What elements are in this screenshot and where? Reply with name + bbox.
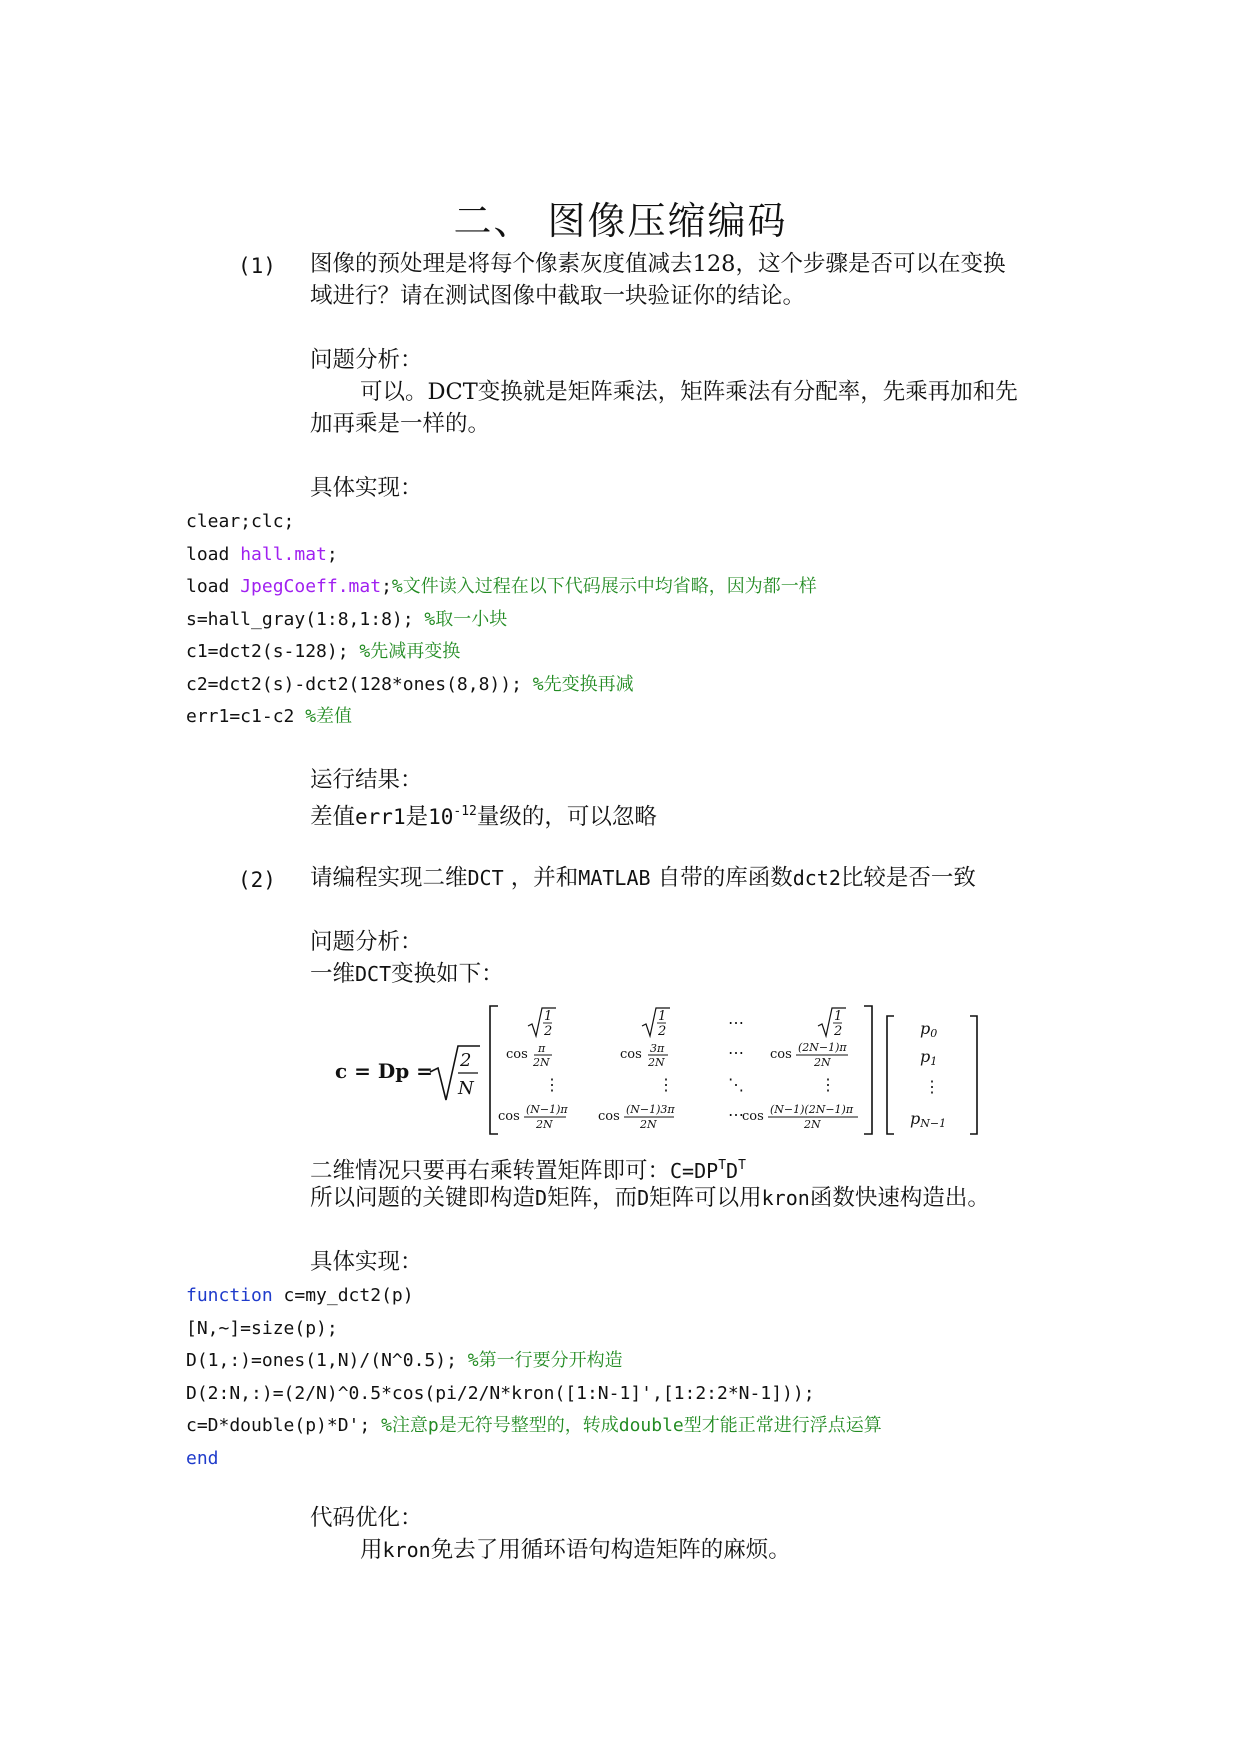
opt-c: 免去了用循环语句构造矩阵的麻烦。	[430, 1537, 791, 1563]
svg-text:⋮: ⋮	[820, 1075, 836, 1094]
svg-text:2N: 2N	[648, 1056, 665, 1069]
result-base: 10	[428, 805, 454, 829]
code-text: s=hall_gray(1:8,1:8);	[186, 608, 425, 630]
p-sub-0: 0	[930, 1027, 938, 1040]
p-vector-3: p	[910, 1109, 921, 1128]
result-mid: 是	[405, 804, 429, 830]
svg-text:cos: cos	[498, 1109, 520, 1124]
code-comment: %差值	[305, 706, 353, 727]
key-d1: D	[535, 1186, 548, 1210]
question-1-number: (1)	[238, 254, 276, 278]
svg-text:cos: cos	[742, 1109, 764, 1124]
dct1d-dct: DCT	[355, 962, 392, 986]
p-vector-2: ⋮	[924, 1077, 940, 1096]
svg-text:pN−1	[910, 1109, 946, 1130]
dct-formula	[330, 1000, 1030, 1140]
q2-dct1d-line	[310, 958, 504, 990]
opt-kron: kron	[382, 1538, 431, 1562]
key-d2: D	[637, 1186, 650, 1210]
q2-text-dct: DCT	[467, 866, 504, 890]
svg-text:⋮: ⋮	[658, 1075, 674, 1094]
q1-code-line	[186, 669, 817, 702]
svg-text:1: 1	[658, 1009, 667, 1024]
svg-text:2N: 2N	[533, 1056, 550, 1069]
key-c: 矩阵，而	[547, 1185, 638, 1211]
q2-code-block	[186, 1280, 882, 1475]
q2-text-c: ，并和	[503, 865, 579, 891]
code-text: c2=dct2(s)-dct2(128*ones(8,8));	[186, 673, 533, 695]
q1-analysis-heading: 问题分析：	[310, 347, 423, 373]
key-kron: kron	[761, 1186, 810, 1210]
q2-text-e: 自带的库函数	[650, 865, 793, 891]
key-a: 所以问题的关键即构造	[310, 1185, 536, 1211]
sqrt-denominator: N	[458, 1078, 474, 1099]
svg-text:2N: 2N	[814, 1056, 831, 1069]
svg-text:2N: 2N	[804, 1118, 821, 1131]
code-comment: %先减再变换	[359, 641, 461, 662]
code-text: D(2:N,:)=(2/N)^0.5*cos(pi/2/N*kron([1:N-1]',[1:2:2*N-1]));	[186, 1382, 815, 1404]
twod-a: 二维情况只要再右乘转置矩阵即可：	[310, 1158, 671, 1184]
svg-text:p1	[920, 1047, 937, 1068]
q2-impl-heading: 具体实现：	[310, 1249, 423, 1275]
dct1d-c: 变换如下：	[391, 961, 504, 987]
svg-text:2N: 2N	[640, 1118, 657, 1131]
q2-text-matlab: MATLAB	[578, 866, 651, 890]
q2-code-line	[186, 1410, 882, 1443]
code-string: JpegCoeff.mat	[240, 576, 382, 597]
opt-a: 用	[360, 1537, 383, 1563]
svg-text:⋱: ⋱	[728, 1075, 744, 1094]
q2-code-line	[186, 1378, 882, 1411]
q2-text-a: 请编程实现二维	[310, 865, 468, 891]
svg-text:cos: cos	[770, 1047, 792, 1062]
svg-text:cos: cos	[506, 1047, 528, 1062]
svg-text:(N−1)π: (N−1)π	[526, 1103, 568, 1116]
p-sub-3: N−1	[920, 1117, 947, 1130]
code-text: c=D*double(p)*D';	[186, 1415, 382, 1436]
svg-text:(N−1)3π: (N−1)3π	[626, 1103, 675, 1116]
result-post: 量级的，可以忽略	[476, 804, 657, 830]
q1-code-line	[186, 506, 817, 539]
q2-opt-heading: 代码优化：	[310, 1505, 423, 1531]
key-g: 函数快速构造出。	[809, 1185, 990, 1211]
code-text: load	[186, 576, 241, 597]
svg-text:2: 2	[658, 1024, 667, 1039]
code-comment: %先变换再减	[532, 673, 634, 695]
code-keyword: function	[186, 1285, 273, 1306]
svg-text:π: π	[538, 1042, 546, 1055]
q1-code-line	[186, 604, 817, 637]
sqrt-numerator: 2	[460, 1050, 472, 1071]
q1-result-line	[310, 796, 657, 833]
svg-text:1: 1	[834, 1009, 843, 1024]
q1-code-line	[186, 571, 817, 604]
q1-analysis-line2: 加再乘是一样的。	[310, 411, 491, 437]
svg-text:(2N−1)π: (2N−1)π	[798, 1041, 847, 1054]
svg-text:⋯: ⋯	[728, 1105, 744, 1124]
svg-text:2: 2	[544, 1024, 553, 1039]
dct1d-a: 一维	[310, 961, 356, 987]
code-text: c1=dct2(s-128);	[186, 641, 360, 662]
svg-text:2N: 2N	[536, 1118, 553, 1131]
svg-text:p0	[920, 1019, 937, 1040]
svg-text:3π: 3π	[650, 1042, 665, 1055]
q2-text-dct2: dct2	[792, 866, 841, 890]
twod-formula: C=DP	[670, 1159, 719, 1183]
code-text: c=my_dct2(p)	[272, 1285, 414, 1306]
p-vector-1: p	[920, 1047, 931, 1066]
code-string: hall.mat	[240, 543, 327, 565]
q1-code-line	[186, 701, 817, 734]
q1-code-line	[186, 636, 817, 669]
q2-text-g: 比较是否一致	[840, 865, 976, 891]
q2-opt-line	[360, 1534, 791, 1566]
question-2-line1	[310, 862, 976, 894]
svg-text:2: 2	[834, 1024, 843, 1039]
svg-text:1: 1	[544, 1009, 553, 1024]
code-text: clear;clc;	[186, 511, 295, 532]
q1-result-heading: 运行结果：	[310, 767, 423, 793]
question-1-line2: 域进行？请在测试图像中截取一块验证你的结论。	[310, 283, 806, 309]
q1-code-line	[186, 539, 817, 572]
svg-text:⋯: ⋯	[728, 1013, 744, 1032]
code-text: ;	[326, 543, 338, 565]
key-e: 矩阵可以用	[649, 1185, 762, 1211]
formula-lhs: c = Dp =	[335, 1059, 433, 1083]
twod-d: D	[726, 1159, 739, 1183]
code-text: ;	[381, 576, 392, 597]
p-vector-0: p	[920, 1019, 931, 1038]
p-sub-1: 1	[930, 1055, 938, 1068]
q2-analysis-heading: 问题分析：	[310, 929, 423, 955]
question-2-number: (2)	[238, 868, 276, 892]
q1-code-block	[186, 506, 817, 734]
q1-analysis-line1: 可以。DCT变换就是矩阵乘法，矩阵乘法有分配率，先乘再加和先	[360, 379, 1018, 405]
q2-code-line	[186, 1345, 882, 1378]
code-comment: %第一行要分开构造	[467, 1350, 623, 1371]
q2-key-line	[310, 1182, 990, 1214]
question-1-line1: 图像的预处理是将每个像素灰度值减去128，这个步骤是否可以在变换	[310, 251, 1006, 277]
svg-text:⋯: ⋯	[728, 1043, 744, 1062]
twod-sup1: T	[718, 1158, 727, 1173]
svg-text:(N−1)(2N−1)π: (N−1)(2N−1)π	[770, 1103, 854, 1116]
code-text: [N,~]=size(p);	[186, 1317, 338, 1339]
page-title: 二、 图像压缩编码	[453, 199, 788, 243]
twod-sup2: T	[738, 1158, 746, 1173]
q2-code-line	[186, 1313, 882, 1346]
code-text: D(1,:)=ones(1,N)/(N^0.5);	[186, 1350, 468, 1371]
q2-code-line	[186, 1443, 882, 1476]
code-comment: %取一小块	[424, 608, 508, 630]
result-exponent: -12	[453, 804, 477, 819]
code-comment: %注意p是无符号整型的，转成double型才能正常进行浮点运算	[381, 1415, 882, 1436]
svg-text:⋮: ⋮	[544, 1075, 560, 1094]
q1-impl-heading: 具体实现：	[310, 475, 423, 501]
q2-code-line	[186, 1280, 882, 1313]
code-text: err1=c1-c2	[186, 706, 306, 727]
code-text: load	[186, 543, 241, 565]
svg-text:cos: cos	[598, 1109, 620, 1124]
code-comment: %文件读入过程在以下代码展示中均省略，因为都一样	[391, 576, 817, 597]
svg-text:cos: cos	[620, 1047, 642, 1062]
result-text: 差值	[310, 804, 356, 830]
result-var: err1	[355, 805, 406, 829]
code-keyword: end	[186, 1447, 219, 1469]
